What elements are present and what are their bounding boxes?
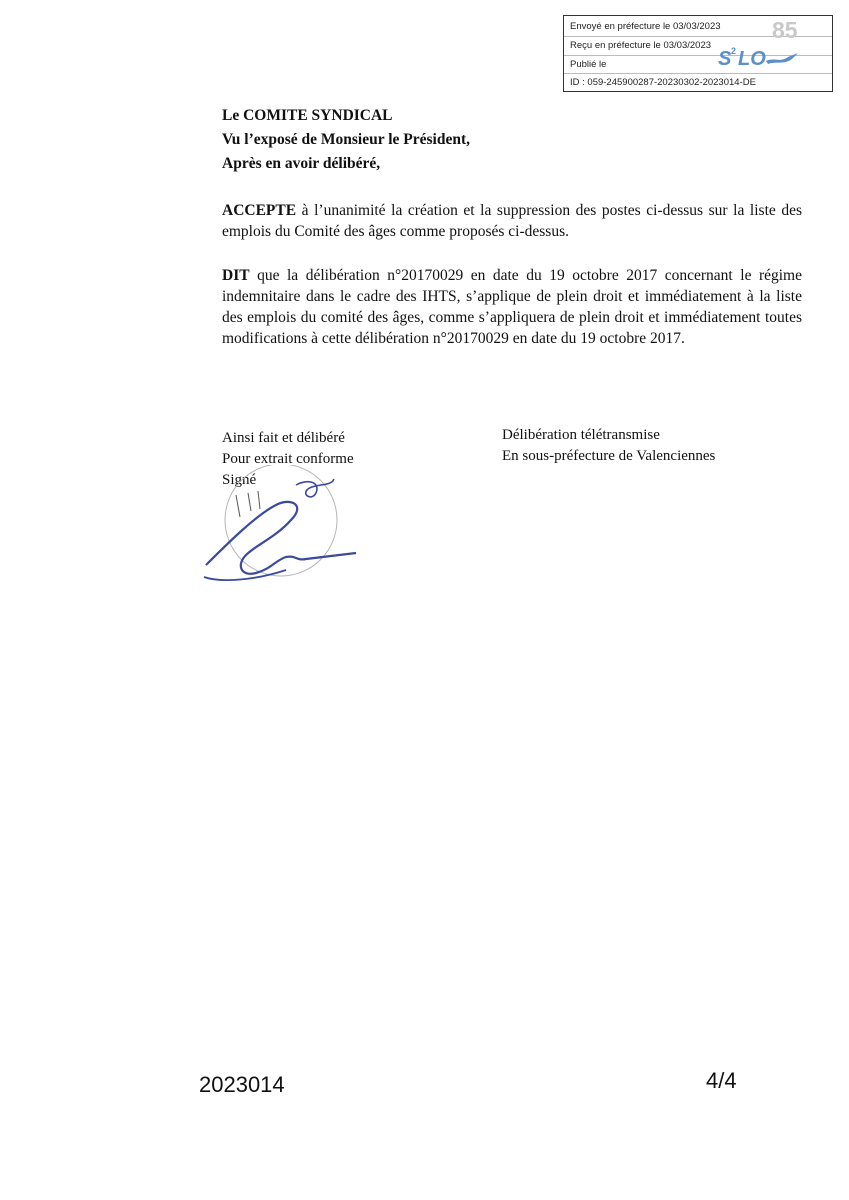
svg-text:S: S <box>718 48 732 70</box>
transmission-line: Délibération télétransmise <box>502 427 660 443</box>
paragraph-accepte-text: à l’unanimité la création et la suppression des postes ci-dessus sur la liste des emplois du Comité des âges comme proposés ci-dessus. <box>222 202 802 240</box>
signature-line: Ainsi fait et délibéré <box>222 430 345 446</box>
svg-text:2: 2 <box>731 46 737 56</box>
signature-line: Pour extrait conforme <box>222 451 354 467</box>
keyword-dit: DIT <box>222 267 250 284</box>
signature-line: Signé <box>222 472 257 488</box>
stamp-sent-date: Envoyé en préfecture le 03/03/2023 <box>570 21 721 32</box>
heading-deliberation: Après en avoir délibéré, <box>222 155 381 172</box>
page-number: 4/4 <box>706 1068 737 1093</box>
handwritten-signature-icon <box>196 465 376 585</box>
stamp-id: ID : 059-245900287-20230302-2023014-DE <box>570 77 756 88</box>
paragraph-dit <box>222 265 802 349</box>
s2low-logo-icon <box>718 43 808 71</box>
transmission-line: En sous-préfecture de Valenciennes <box>502 448 716 464</box>
heading-expose: Vu l’exposé de Monsieur le Président, <box>222 131 470 148</box>
keyword-accepte: ACCEPTE <box>222 202 297 219</box>
document-reference: 2023014 <box>199 1072 285 1097</box>
svg-text:LO: LO <box>738 48 766 70</box>
stamp-published: Publié le <box>570 59 607 70</box>
stamp-received-date: Reçu en préfecture le 03/03/2023 <box>570 40 712 51</box>
paragraph-dit-text: que la délibération n°20170029 en date du 19 octobre 2017 concernant le régime indemnitaire dans le cadre des IHTS, s’applique de plein droit et immédiatement à la liste des emplois du comité des âges, comme s’appliquera de plein droit et immédiatement toutes modifications à cette délibération n°20170029 en date du 19 octobre 2017. <box>222 267 802 347</box>
paragraph-accepte <box>222 200 802 242</box>
prefecture-stamp <box>563 15 833 92</box>
signature-block-right <box>502 425 715 467</box>
stamp-page-count: 85 <box>772 17 798 43</box>
heading-committee: Le COMITE SYNDICAL <box>222 107 393 124</box>
